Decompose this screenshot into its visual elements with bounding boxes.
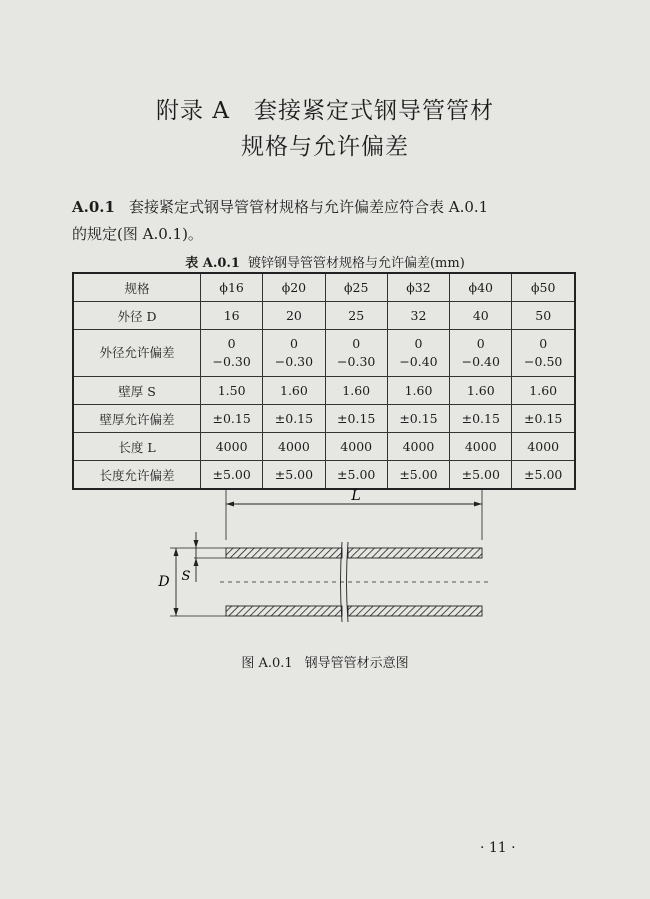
cell-upper: 0 (476, 336, 485, 351)
pipe-diagram (150, 482, 510, 632)
table-header-cell: ϕ50 (512, 273, 575, 302)
table-header-cell: ϕ16 (201, 273, 263, 302)
clause-text-line2: 的规定(图 A.0.1)。 (72, 225, 203, 243)
cell-lower: −0.30 (274, 354, 314, 369)
arrow-S-top (194, 540, 199, 548)
row-label: 长度 L (73, 433, 201, 461)
page-number: · 11 · (480, 840, 516, 856)
table-row (73, 405, 575, 433)
table-cell: ±5.00 (325, 461, 387, 490)
table-cell: ±0.15 (263, 405, 325, 433)
bottom-wall-left (226, 606, 342, 616)
clause-number: A.0.1 (72, 198, 115, 216)
table-cell: ±0.15 (201, 405, 263, 433)
table-cell: 32 (387, 302, 449, 330)
figure-caption-text: 钢导管管材示意图 (304, 656, 409, 671)
table-header-cell: ϕ40 (450, 273, 512, 302)
row-label: 壁厚 S (73, 377, 201, 405)
table-cell: 4000 (450, 433, 512, 461)
table-cell: 1.60 (512, 377, 575, 405)
table-cell: 4000 (201, 433, 263, 461)
table-cell: 1.60 (263, 377, 325, 405)
table-cell (387, 330, 449, 377)
label-L: L (351, 488, 361, 504)
cell-lower: −0.40 (461, 354, 500, 369)
table-cell: ±0.15 (387, 405, 449, 433)
table-row (73, 302, 575, 330)
table-header-row (73, 273, 575, 302)
table-cell: 1.50 (201, 377, 263, 405)
table-caption (0, 252, 650, 271)
table-cell (512, 330, 575, 377)
top-wall-left (226, 548, 342, 558)
figure-caption (0, 652, 650, 671)
table-cell (450, 330, 512, 377)
table-header-label: 规格 (73, 273, 201, 302)
appendix-title-line2: 规格与允许偏差 (241, 134, 409, 160)
spec-table (72, 272, 576, 490)
table-cell: ±5.00 (201, 461, 263, 490)
table-caption-text: 镀锌钢导管管材规格与允许偏差(mm) (247, 256, 465, 271)
cell-lower: −0.30 (337, 354, 376, 369)
table-header-cell: ϕ32 (387, 273, 449, 302)
figure-number: 图 A.0.1 (241, 656, 293, 671)
appendix-title-line1: 附录 A 套接紧定式钢导管管材 (156, 98, 494, 124)
top-wall-right (348, 548, 482, 558)
table-cell: 1.60 (387, 377, 449, 405)
table-number: 表 A.0.1 (185, 256, 240, 271)
table-header-cell: ϕ20 (263, 273, 325, 302)
row-label: 长度允许偏差 (73, 461, 201, 490)
table-cell: ±0.15 (450, 405, 512, 433)
row-label: 外径允许偏差 (73, 330, 201, 377)
clause-paragraph-line1 (72, 196, 488, 217)
table-cell: ±0.15 (325, 405, 387, 433)
table-cell (325, 330, 387, 377)
table-cell (201, 330, 263, 377)
table-cell: 16 (201, 302, 263, 330)
table-row (73, 433, 575, 461)
table-cell: ±5.00 (263, 461, 325, 490)
cell-lower: −0.30 (212, 354, 251, 369)
label-S: S (181, 569, 191, 584)
arrow-left (226, 502, 234, 507)
table-cell: ±5.00 (450, 461, 512, 490)
cell-upper: 0 (539, 336, 548, 351)
table-cell: 20 (263, 302, 325, 330)
cell-upper: 0 (352, 336, 361, 351)
table-cell: 4000 (325, 433, 387, 461)
table-cell: 1.60 (325, 377, 387, 405)
table-cell: 4000 (387, 433, 449, 461)
bottom-wall-right (348, 606, 482, 616)
table-cell: 4000 (512, 433, 575, 461)
arrow-D-bottom (174, 608, 179, 616)
table-cell: ±0.15 (512, 405, 575, 433)
cell-lower: −0.50 (524, 354, 563, 369)
row-label: 外径 D (73, 302, 201, 330)
table-cell: 4000 (263, 433, 325, 461)
cell-lower: −0.40 (399, 354, 438, 369)
cell-upper: 0 (227, 336, 236, 351)
arrow-D-top (174, 548, 179, 556)
table-cell: ±5.00 (512, 461, 575, 490)
table-cell: 50 (512, 302, 575, 330)
table-cell: 40 (450, 302, 512, 330)
table-cell: ±5.00 (387, 461, 449, 490)
table-header-cell: ϕ25 (325, 273, 387, 302)
cell-upper: 0 (414, 336, 423, 351)
table-row (73, 377, 575, 405)
arrow-S-bottom (194, 558, 199, 566)
table-cell: 1.60 (450, 377, 512, 405)
row-label: 壁厚允许偏差 (73, 405, 201, 433)
arrow-right (474, 502, 482, 507)
table-row (73, 330, 575, 377)
cell-upper: 0 (289, 336, 298, 351)
table-cell (263, 330, 325, 377)
table-cell: 25 (325, 302, 387, 330)
clause-text-line1: 套接紧定式钢导管管材规格与允许偏差应符合表 A.0.1 (128, 198, 489, 216)
label-D: D (158, 574, 170, 590)
